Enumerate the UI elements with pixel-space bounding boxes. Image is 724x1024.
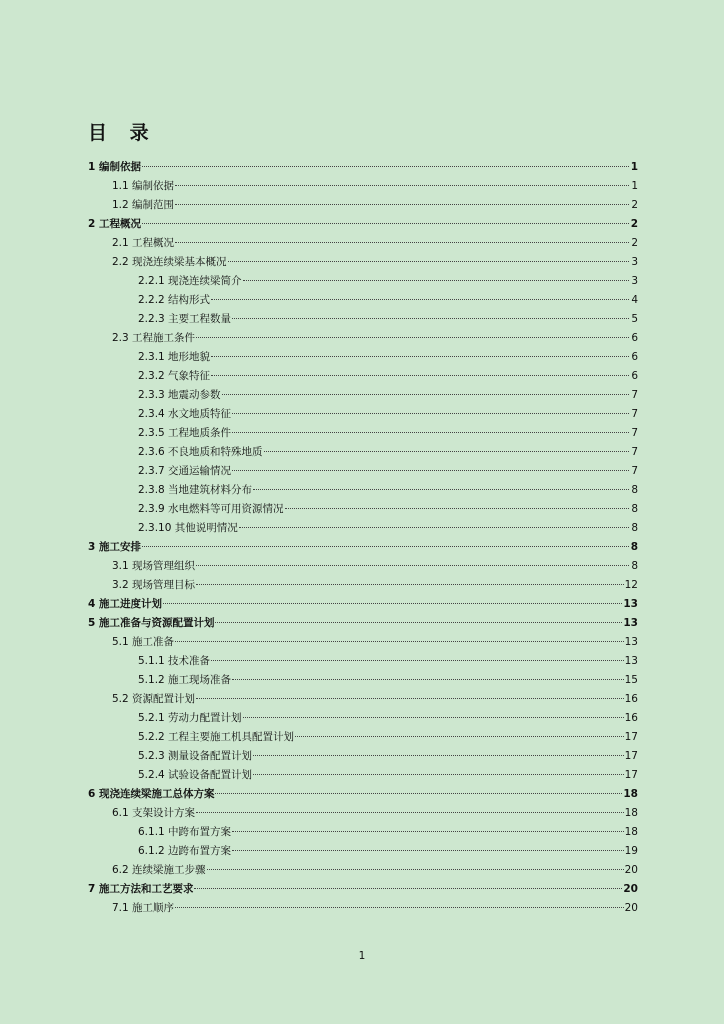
toc-dot-leader [142,223,629,224]
toc-dot-leader [232,850,624,851]
toc-entry-label: 2.3.6 不良地质和特殊地质 [138,446,263,458]
toc-entry-label: 2.3.9 水电燃料等可用资源情况 [138,503,284,515]
toc-dot-leader [222,394,629,395]
toc-entry-label: 6.1.1 中跨布置方案 [138,826,232,838]
toc-dot-leader [253,774,624,775]
toc-entry-label: 2.1 工程概况 [112,237,175,249]
toc-dot-leader [232,831,624,832]
toc-entry-page: 2 [630,218,638,230]
toc-dot-leader [142,166,629,167]
toc-dot-leader [232,318,629,319]
toc-entry-label: 1.1 编制依据 [112,180,175,192]
toc-entry-page: 2 [631,199,638,211]
toc-dot-leader [243,717,624,718]
toc-entry-label: 5.2 资源配置计划 [112,693,196,705]
toc-entry[interactable] [88,747,638,766]
toc-entry-label: 5.2.2 工程主要施工机具配置计划 [138,731,295,743]
toc-entry-label: 3 施工安排 [88,541,141,553]
toc-entry-label: 3.1 现场管理组织 [112,560,196,572]
toc-dot-leader [239,527,629,528]
toc-entry-page: 13 [624,655,638,667]
toc-entry-label: 6 现浇连续梁施工总体方案 [88,788,215,800]
toc-entry[interactable] [88,595,638,614]
toc-entry-page: 8 [631,522,638,534]
table-of-contents [88,158,638,918]
toc-entry-page: 6 [631,351,638,363]
toc-dot-leader [196,698,624,699]
toc-entry-page: 16 [624,712,638,724]
toc-dot-leader [295,736,624,737]
toc-entry-page: 7 [631,446,638,458]
toc-entry[interactable] [88,861,638,880]
toc-entry-label: 5 施工准备与资源配置计划 [88,617,215,629]
toc-entry[interactable] [88,671,638,690]
toc-entry[interactable] [88,709,638,728]
toc-dot-leader [211,375,629,376]
toc-entry[interactable] [88,500,638,519]
toc-title: 目 录 [88,122,157,144]
toc-entry-label: 3.2 现场管理目标 [112,579,196,591]
toc-entry-page: 17 [624,750,638,762]
toc-dot-leader [232,413,629,414]
toc-entry-label: 2.3.10 其他说明情况 [138,522,238,534]
toc-dot-leader [163,603,622,604]
toc-dot-leader [253,755,624,756]
toc-entry-page: 5 [631,313,638,325]
toc-entry-page: 7 [631,427,638,439]
toc-dot-leader [232,432,629,433]
toc-entry-page: 6 [631,332,638,344]
toc-entry-page: 20 [623,883,638,895]
toc-dot-leader [196,584,624,585]
toc-entry[interactable] [88,462,638,481]
toc-dot-leader [175,641,624,642]
toc-entry-page: 1 [631,180,638,192]
toc-dot-leader [207,869,624,870]
toc-entry[interactable] [88,215,638,234]
toc-entry[interactable] [88,405,638,424]
toc-dot-leader [196,337,629,338]
toc-entry-label: 2.2.1 现浇连续梁简介 [138,275,242,287]
toc-entry-page: 7 [631,465,638,477]
toc-entry-page: 13 [623,617,638,629]
toc-entry-label: 4 施工进度计划 [88,598,162,610]
toc-entry[interactable] [88,652,638,671]
toc-entry-page: 6 [631,370,638,382]
toc-entry-page: 7 [631,389,638,401]
toc-entry-label: 2.2.2 结构形式 [138,294,211,306]
toc-dot-leader [142,546,629,547]
toc-entry-page: 13 [623,598,638,610]
toc-entry-page: 15 [624,674,638,686]
toc-entry-label: 6.1.2 边跨布置方案 [138,845,232,857]
toc-entry-label: 2.3.5 工程地质条件 [138,427,232,439]
toc-entry[interactable] [88,785,638,804]
toc-entry-label: 5.1.1 技术准备 [138,655,211,667]
toc-dot-leader [211,299,629,300]
toc-dot-leader [228,261,629,262]
toc-entry[interactable] [88,481,638,500]
toc-entry[interactable] [88,158,638,177]
toc-entry-page: 7 [631,408,638,420]
toc-entry[interactable] [88,823,638,842]
toc-entry-label: 5.1.2 施工现场准备 [138,674,232,686]
toc-entry[interactable] [88,519,638,538]
toc-entry-page: 8 [631,503,638,515]
toc-entry-page: 16 [624,693,638,705]
toc-entry[interactable] [88,576,638,595]
toc-dot-leader [215,793,622,794]
toc-entry-label: 2.3.7 交通运输情况 [138,465,232,477]
toc-entry-page: 18 [623,788,638,800]
toc-dot-leader [175,907,624,908]
toc-entry-page: 19 [624,845,638,857]
toc-entry[interactable] [88,538,638,557]
toc-entry[interactable] [88,557,638,576]
toc-entry-label: 2.2.3 主要工程数量 [138,313,232,325]
toc-entry[interactable] [88,766,638,785]
toc-entry-label: 2 工程概况 [88,218,141,230]
toc-entry[interactable] [88,690,638,709]
toc-entry[interactable] [88,842,638,861]
toc-entry[interactable] [88,234,638,253]
toc-entry[interactable] [88,310,638,329]
toc-entry-label: 6.2 连续梁施工步骤 [112,864,206,876]
toc-entry-page: 13 [624,636,638,648]
toc-entry-label: 2.3.1 地形地貌 [138,351,211,363]
toc-entry-page: 1 [630,161,638,173]
toc-dot-leader [215,622,622,623]
toc-dot-leader [264,451,629,452]
toc-dot-leader [211,660,624,661]
toc-entry[interactable] [88,196,638,215]
toc-entry-page: 18 [624,826,638,838]
toc-entry-page: 12 [624,579,638,591]
toc-dot-leader [243,280,629,281]
toc-dot-leader [253,489,629,490]
toc-entry-page: 17 [624,769,638,781]
toc-entry[interactable] [88,804,638,823]
toc-entry-label: 6.1 支架设计方案 [112,807,196,819]
page-number: 1 [358,950,366,962]
toc-entry-label: 2.3.3 地震动参数 [138,389,221,401]
toc-entry-page: 20 [624,864,638,876]
toc-dot-leader [175,185,629,186]
toc-entry[interactable] [88,177,638,196]
toc-entry[interactable] [88,291,638,310]
toc-entry[interactable] [88,348,638,367]
toc-entry-page: 4 [631,294,638,306]
toc-dot-leader [285,508,629,509]
toc-entry[interactable] [88,899,638,918]
toc-entry[interactable] [88,728,638,747]
toc-entry-page: 3 [631,275,638,287]
toc-dot-leader [175,242,629,243]
toc-entry-page: 8 [630,541,638,553]
toc-entry-label: 2.3 工程施工条件 [112,332,196,344]
toc-entry[interactable] [88,880,638,899]
toc-dot-leader [175,204,629,205]
toc-dot-leader [211,356,629,357]
toc-dot-leader [196,565,629,566]
toc-entry-page: 18 [624,807,638,819]
toc-entry[interactable] [88,329,638,348]
toc-entry-page: 17 [624,731,638,743]
toc-entry[interactable] [88,633,638,652]
toc-entry-label: 2.3.8 当地建筑材料分布 [138,484,253,496]
toc-dot-leader [194,888,622,889]
toc-entry-label: 1 编制依据 [88,161,141,173]
toc-entry-page: 8 [631,484,638,496]
toc-entry-label: 1.2 编制范围 [112,199,175,211]
toc-entry[interactable] [88,614,638,633]
toc-entry-label: 5.2.4 试验设备配置计划 [138,769,253,781]
toc-dot-leader [232,679,624,680]
toc-dot-leader [232,470,629,471]
toc-entry-label: 2.3.4 水文地质特征 [138,408,232,420]
toc-entry[interactable] [88,443,638,462]
toc-entry-label: 7 施工方法和工艺要求 [88,883,194,895]
toc-entry-page: 2 [631,237,638,249]
toc-entry-label: 5.2.1 劳动力配置计划 [138,712,242,724]
toc-entry-label: 2.3.2 气象特征 [138,370,211,382]
toc-entry-page: 20 [624,902,638,914]
toc-dot-leader [196,812,624,813]
toc-entry-page: 3 [631,256,638,268]
toc-entry[interactable] [88,386,638,405]
toc-entry-label: 5.1 施工准备 [112,636,175,648]
toc-entry-label: 2.2 现浇连续梁基本概况 [112,256,227,268]
toc-entry[interactable] [88,367,638,386]
toc-entry-label: 5.2.3 测量设备配置计划 [138,750,253,762]
toc-entry-page: 8 [631,560,638,572]
toc-entry[interactable] [88,272,638,291]
toc-entry-label: 7.1 施工顺序 [112,902,175,914]
toc-entry[interactable] [88,424,638,443]
toc-entry[interactable] [88,253,638,272]
